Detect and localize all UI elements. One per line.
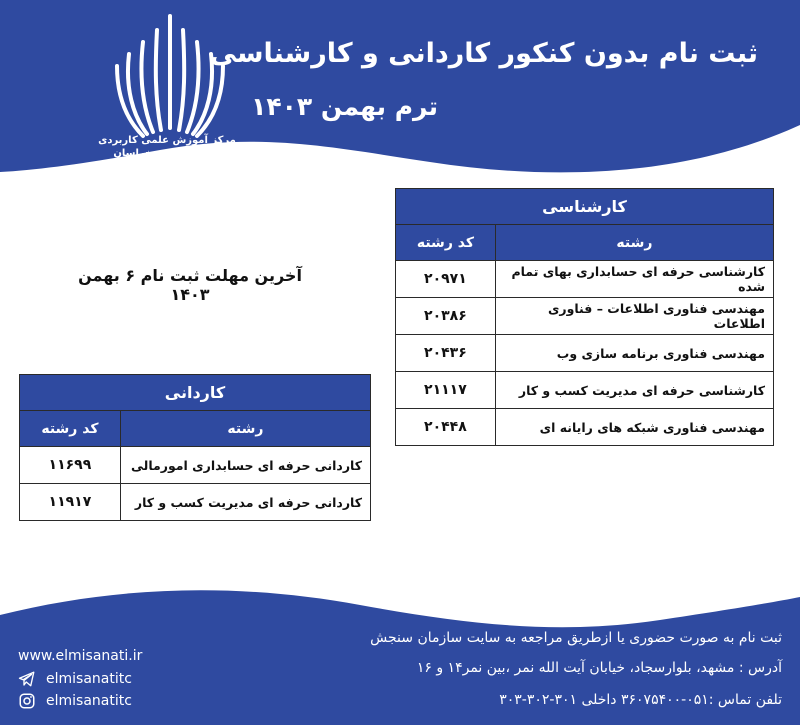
website-text: www.elmisanati.ir: [18, 648, 143, 664]
field-code: ۱۱۹۱۷: [20, 484, 121, 521]
field-name: مهندسی فناوری اطلاعات – فناوری اطلاعات: [495, 298, 773, 335]
karshenasi-field-header: رشته: [495, 225, 773, 261]
karshenasi-code-header: کد رشته: [396, 225, 496, 261]
table-row: [396, 335, 774, 372]
page-title: ثبت نام بدون کنکور کاردانی و کارشناسی: [209, 38, 758, 69]
kardani-code-header: کد رشته: [20, 411, 121, 447]
footer-phone: تلفن تماس :۰۵۱-۳۶۰۷۵۴۰۰ داخلی ۳۰۱-۳۰۲-۳۰۳: [499, 692, 782, 708]
instagram-handle: elmisanatitc: [46, 693, 132, 709]
table-row: [396, 409, 774, 446]
telegram-link[interactable]: [18, 670, 132, 688]
field-code: ۲۰۴۳۶: [396, 335, 496, 372]
table-row: [20, 484, 371, 521]
instagram-icon: [18, 692, 36, 710]
kardani-field-header: رشته: [120, 411, 370, 447]
logo-text: [92, 134, 242, 160]
karshenasi-table: [395, 188, 774, 446]
field-code: ۲۰۴۴۸: [396, 409, 496, 446]
logo-text-line1: مرکز آموزش علمی کاربردی: [98, 135, 236, 146]
field-name: کارشناسی حرفه ای مدیریت کسب و کار: [495, 372, 773, 409]
footer-address: آدرس : مشهد، بلوارسجاد، خیابان آیت الله نمر ،بین نمر۱۴ و ۱۶: [416, 660, 782, 676]
table-row: [20, 447, 371, 484]
term-title: ترم بهمن ۱۴۰۳: [251, 92, 438, 121]
website-link[interactable]: [18, 648, 142, 664]
instagram-link[interactable]: [18, 692, 132, 710]
karshenasi-caption: کارشناسی: [396, 189, 774, 225]
field-name: کاردانی حرفه ای مدیریت کسب و کار: [120, 484, 370, 521]
deadline-text: آخرین مهلت ثبت نام ۶ بهمن ۱۴۰۳: [78, 266, 302, 304]
table-row: [396, 261, 774, 298]
field-name: کاردانی حرفه ای حسابداری امورمالی: [120, 447, 370, 484]
telegram-handle: elmisanatitc: [46, 671, 132, 687]
footer-registration-note: ثبت نام به صورت حضوری یا ازطریق مراجعه به سایت سازمان سنجش: [370, 630, 782, 646]
telegram-icon: [18, 670, 36, 688]
field-code: ۲۰۹۷۱: [396, 261, 496, 298]
table-row: [396, 298, 774, 335]
field-name: مهندسی فناوری شبکه های رایانه ای: [495, 409, 773, 446]
kardani-table: [19, 374, 371, 521]
kardani-caption: کاردانی: [20, 375, 371, 411]
logo-text-line2: علمی صنعتی خراسان: [113, 148, 221, 159]
field-name: مهندسی فناوری برنامه سازی وب: [495, 335, 773, 372]
table-row: [396, 372, 774, 409]
field-name: کارشناسی حرفه ای حسابداری بهای تمام شده: [495, 261, 773, 298]
field-code: ۱۱۶۹۹: [20, 447, 121, 484]
field-code: ۲۱۱۱۷: [396, 372, 496, 409]
field-code: ۲۰۳۸۶: [396, 298, 496, 335]
